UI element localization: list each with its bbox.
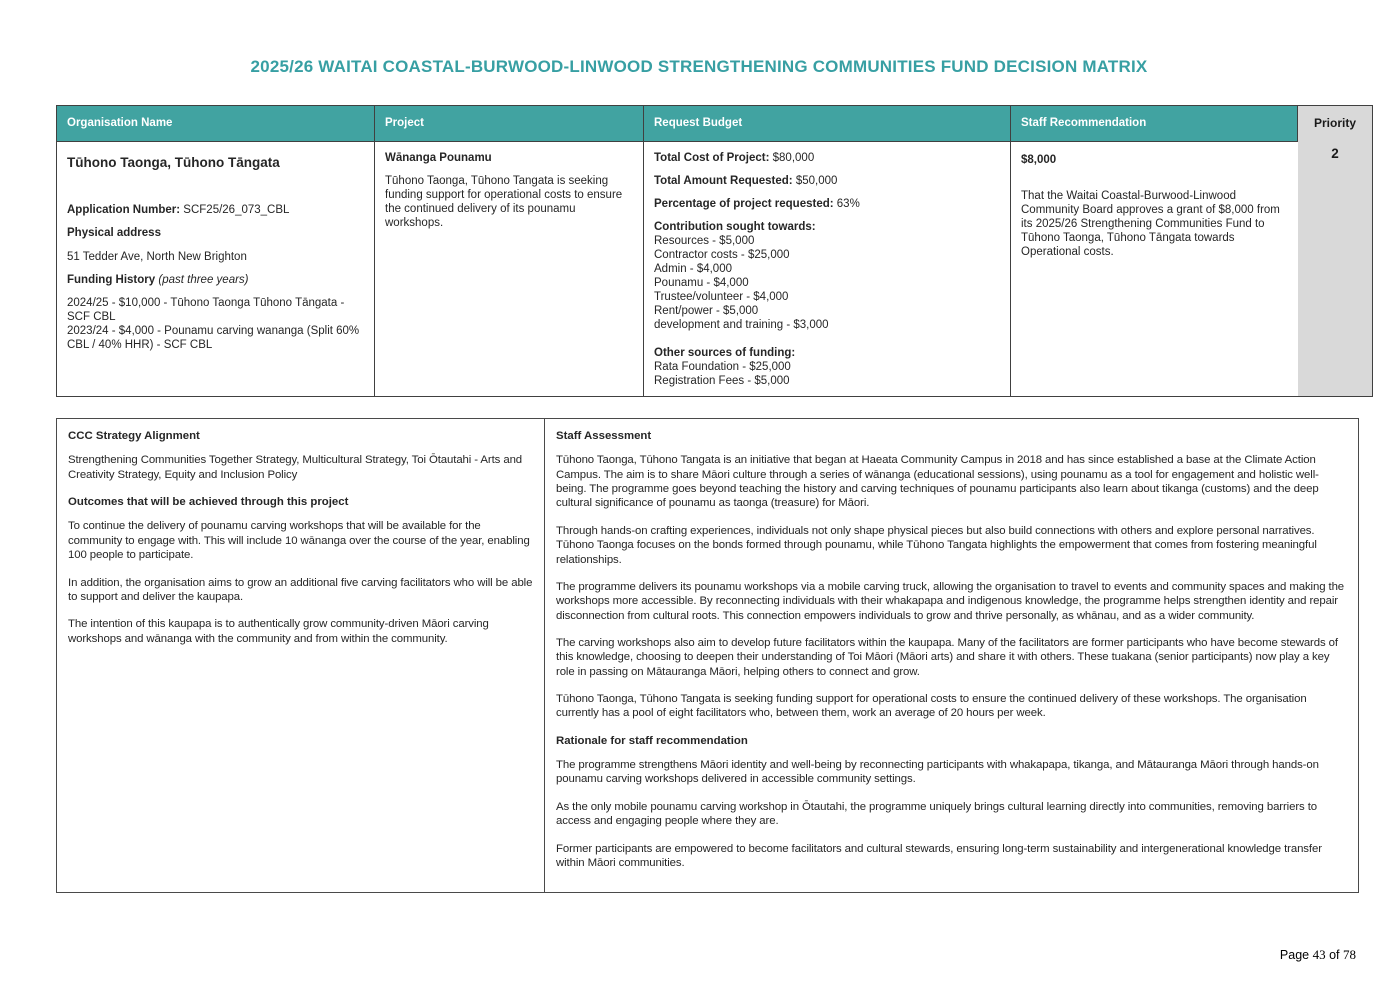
funding-history-entry: 2024/25 - $10,000 - Tūhono Taonga Tūhono Tāngata - SCF CBL [67, 296, 345, 323]
strategy-alignment-text: Strengthening Communities Together Strategy, Multicultural Strategy, Toi Ōtautahi - Arts and Creativity Strategy, Equity and Inclusion Policy [68, 454, 523, 481]
outcomes-heading: Outcomes that will be achieved through this project [68, 496, 349, 509]
footer-of-label: of [1329, 948, 1340, 962]
total-cost-value: $80,000 [772, 152, 815, 164]
rationale-heading: Rationale for staff recommendation [556, 734, 748, 747]
priority-cell [1298, 106, 1372, 396]
column-header-organisation: Organisation Name [57, 106, 375, 142]
percentage-row [654, 197, 1000, 211]
spacer [654, 332, 1000, 346]
project-cell [375, 142, 644, 396]
recommended-amount: $8,000 [1021, 154, 1057, 166]
total-requested-row [654, 174, 1000, 188]
contribution-item: Pounamu - $4,000 [654, 277, 749, 290]
page-title: 2025/26 WAITAI COASTAL-BURWOOD-LINWOOD STRENGTHENING COMMUNITIES FUND DECISION MATRIX [250, 57, 1148, 76]
assessment-paragraph: The programme delivers its pounamu workshops via a mobile carving truck, allowing the organisation to travel to events and community spaces and making the workshops more accessible. By reconnecting individuals with their whakapapa and indigenous knowledge, the programme helps strengthen identity and repair disconnection from cultural roots. This connection empowers individuals to grow and thrive personally, as whānau, and as a wider community. [556, 580, 1345, 622]
percentage-label: Percentage of project requested: [654, 198, 834, 211]
column-header-budget: Request Budget [644, 106, 1011, 142]
funding-history-entry: 2023/24 - $4,000 - Pounamu carving wananga (Split 60% CBL / 40% HHR) - SCF CBL [67, 324, 360, 351]
contribution-item: Rent/power - $5,000 [654, 305, 759, 318]
decision-matrix-table [56, 105, 1373, 397]
request-budget-cell [644, 142, 1011, 396]
assessment-paragraph: Tūhono Taonga, Tūhono Tangata is an initiative that began at Haeata Community Campus in 2018 and has since established a base at the Climate Action Campus. The aim is to share Māori culture through a series of wānanga (educational sessions), using pounamu as a tool for engagement and holistic well-being. The programme goes beyond teaching the history and carving techniques of pounamu participants also learn about tikanga (customs) and the deep cultural significance of pounamu as taonga (treasure) for Māori. [556, 454, 1319, 510]
total-cost-label: Total Cost of Project: [654, 152, 770, 164]
assessment-paragraph: Tūhono Taonga, Tūhono Tangata is seeking funding support for operational costs to ensure the continued delivery of these workshops. The organisation currently has a pool of eight facilitators who, between them, work an average of 20 hours per week. [556, 693, 1307, 720]
contribution-label: Contribution sought towards: [654, 221, 816, 234]
outcome-paragraph: To continue the delivery of pounamu carving workshops that will be available for the community to engage with. This will include 10 wānanga over the course of the year, enabling 100 people to participate. [68, 520, 530, 562]
assessment-table [56, 418, 1359, 893]
staff-assessment-heading: Staff Assessment [556, 430, 652, 442]
assessment-paragraph: The carving workshops also aim to develop future facilitators within the kaupapa. Many of the facilitators are former participants who have become stewards of this knowledge, choosing to deepen their understanding of Toi Māori (Māori arts) and share it with others. These tuakana (senior participants) now play a key role in passing on Mātauranga Māori, helping others to connect and grow. [556, 636, 1338, 678]
organisation-cell [57, 142, 375, 396]
footer-page-number: 43 [1312, 947, 1326, 962]
rationale-paragraph: As the only mobile pounamu carving workshop in Ōtautahi, the programme uniquely brings cultural learning directly into communities, removing barriers to access and engaging people where they are. [556, 800, 1318, 828]
project-description: Tūhono Taonga, Tūhono Tangata is seeking funding support for operational costs to ensure the continued delivery of its pounamu workshops. [385, 175, 623, 230]
outcome-paragraph: In addition, the organisation aims to grow an additional five carving facilitators who will be able to support and deliver the kaupapa. [68, 576, 533, 603]
funding-history-heading [67, 273, 364, 287]
contribution-item: development and training - $3,000 [654, 319, 829, 332]
page-footer [0, 947, 1356, 963]
application-number-label: Application Number: [67, 204, 181, 217]
assessment-paragraph: Through hands-on crafting experiences, individuals not only shape physical pieces but also build connections with others and explore personal narratives. Tūhono Taonga focuses on the bonds formed through pounamu, while Tūhono Tangata highlights the empowerment that comes from fostering meaningful relationships. [556, 524, 1317, 566]
physical-address-value: 51 Tedder Ave, North New Brighton [67, 250, 247, 263]
application-number-row [67, 203, 364, 217]
other-sources-label: Other sources of funding: [654, 347, 796, 360]
rationale-paragraph: The programme strengthens Māori identity and well-being by reconnecting participants with whakapapa, tikanga, and Mātauranga Māori through hands-on pounamu carving workshops delivered in accessible community settings. [556, 759, 1319, 786]
strategy-alignment-heading: CCC Strategy Alignment [68, 430, 200, 442]
other-source-item: Registration Fees - $5,000 [654, 375, 790, 388]
contribution-item: Contractor costs - $25,000 [654, 249, 790, 262]
column-header-project: Project [375, 106, 644, 142]
staff-recommendation-cell [1011, 142, 1298, 396]
total-requested-value: $50,000 [795, 175, 838, 188]
column-header-staff-recommendation: Staff Recommendation [1011, 106, 1298, 142]
priority-value: 2 [1331, 145, 1339, 161]
rationale-paragraph: Former participants are empowered to become facilitators and cultural stewards, ensuring long-term sustainability and intergenerational knowledge transfer within Māori communities. [556, 842, 1322, 869]
organisation-name: Tūhono Taonga, Tūhono Tāngata [67, 155, 280, 170]
contribution-item: Trustee/volunteer - $4,000 [654, 291, 789, 304]
contribution-item: Resources - $5,000 [654, 235, 755, 248]
physical-address-label: Physical address [67, 227, 161, 240]
project-title: Wānanga Pounamu [385, 152, 492, 164]
footer-page-label: Page [1279, 948, 1310, 962]
strategy-alignment-cell [57, 419, 545, 892]
staff-assessment-cell [545, 419, 1358, 892]
funding-history-note: (past three years) [158, 273, 249, 286]
recommendation-text: That the Waitai Coastal-Burwood-Linwood Community Board approves a grant of $8,000 from its 2025/26 Strengthening Communities Fund to Tūhono Taonga, Tūhono Tāngata towards Operational costs. [1021, 190, 1280, 259]
total-cost-row [654, 151, 1000, 165]
application-number-value: SCF25/26_073_CBL [183, 204, 290, 217]
funding-history-label: Funding History [67, 273, 156, 286]
contribution-item: Admin - $4,000 [654, 263, 732, 276]
outcome-paragraph: The intention of this kaupapa is to authentically grow community-driven Māori carving workshops and wānanga with the community and from within the community. [68, 618, 489, 645]
footer-total-pages: 78 [1343, 947, 1356, 962]
total-requested-label: Total Amount Requested: [654, 175, 793, 188]
percentage-value: 63% [836, 198, 860, 211]
other-source-item: Rata Foundation - $25,000 [654, 361, 791, 374]
column-header-priority: Priority [1313, 116, 1356, 130]
